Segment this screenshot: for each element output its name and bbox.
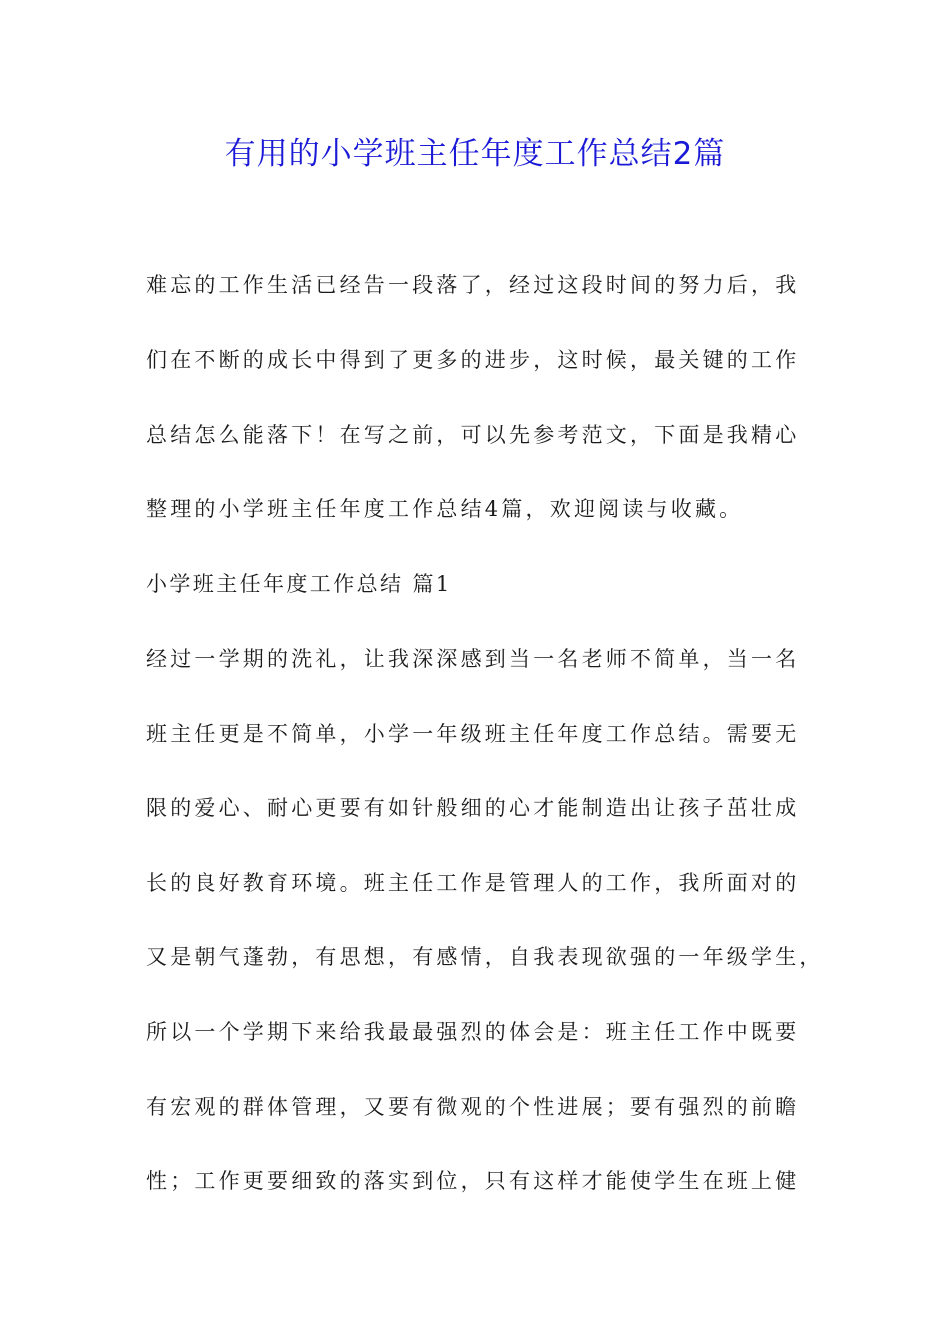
body-line: 性；工作更要细致的落实到位，只有这样才能使学生在班上健 — [146, 1169, 800, 1193]
section-heading: 小学班主任年度工作总结 篇1 — [146, 572, 452, 596]
intro-line: 难忘的工作生活已经告一段落了，经过这段时间的努力后，我 — [146, 273, 800, 297]
body-line: 班主任更是不简单，小学一年级班主任年度工作总结。需要无 — [146, 722, 800, 746]
intro-line: 们在不断的成长中得到了更多的进步，这时候，最关键的工作 — [146, 348, 800, 372]
body-line: 长的良好教育环境。班主任工作是管理人的工作，我所面对的 — [146, 871, 800, 895]
body-line: 限的爱心、耐心更要有如针般细的心才能制造出让孩子茁壮成 — [146, 796, 800, 820]
intro-line: 整理的小学班主任年度工作总结4篇，欢迎阅读与收藏。 — [146, 497, 744, 521]
intro-line: 总结怎么能落下！在写之前，可以先参考范文，下面是我精心 — [146, 423, 800, 447]
body-line: 又是朝气蓬勃，有思想，有感情，自我表现欲强的一年级学生， — [146, 945, 824, 969]
body-line: 所以一个学期下来给我最最强烈的体会是：班主任工作中既要 — [146, 1020, 800, 1044]
body-line: 有宏观的群体管理，又要有微观的个性进展；要有强烈的前瞻 — [146, 1095, 800, 1119]
document-title: 有用的小学班主任年度工作总结2篇 — [224, 136, 726, 172]
body-line: 经过一学期的洗礼，让我深深感到当一名老师不简单，当一名 — [146, 647, 800, 671]
